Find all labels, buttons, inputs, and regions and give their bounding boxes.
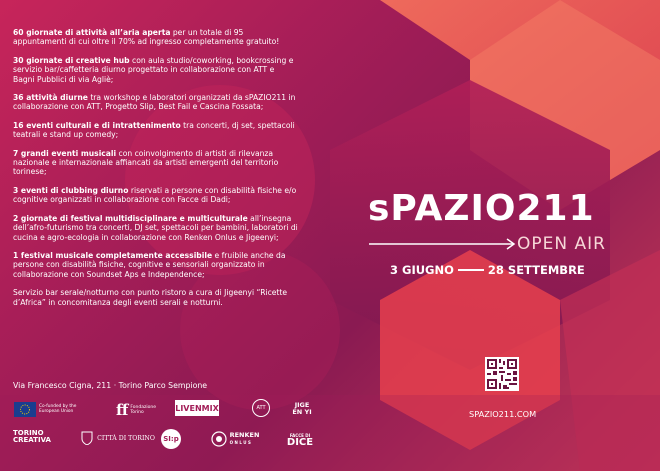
qr-code-icon <box>485 357 519 391</box>
fondazione-logo: ff Fondazione Torino <box>116 401 156 419</box>
eu-flag-icon <box>14 402 36 417</box>
website-link[interactable]: SPAZIO211.COM <box>469 409 537 419</box>
activity-item: 60 giornate di attività all’aria aperta per un totale di 95 appuntamenti di cui oltre il 70% ad ingresso completamente gratuito! <box>13 28 280 47</box>
livenmix-logo: LIVENMIX <box>175 400 219 416</box>
crest-icon <box>81 431 93 445</box>
slip-logo: SI:p <box>161 429 181 449</box>
date-separator <box>458 269 484 271</box>
arrow-right-icon <box>369 238 521 250</box>
activities-list <box>13 28 298 316</box>
torino-creativa-logo: TORINO CREATIVA <box>13 428 51 444</box>
activity-item: Servizio bar serale/notturno con punto ristoro a cura di Jigeenyi “Ricette d’Africa” in concomitanza degli eventi serali e notturni. <box>13 288 288 307</box>
event-dates <box>390 263 585 277</box>
activity-item: 1 festival musicale completamente accessibile e fruibile anche da persone con disabilità fisiche, cognitive e sensoriali organizzato in collaborazione con Soundset Aps e Independence; <box>13 250 286 279</box>
eu-logo: Co-funded by the European Union <box>14 401 100 417</box>
renken-emblem-icon <box>211 431 227 447</box>
date-start: 3 GIUGNO <box>390 263 454 277</box>
att-logo: ATT <box>252 399 270 417</box>
event-title: sPAZIO211 <box>368 188 595 229</box>
citta-di-torino-logo: CITTÀ DI TORINO <box>76 430 160 446</box>
activity-item: 2 giornate di festival multidisciplinare e multiculturale all’insegna dell’afro-futurismo tra concerti, DJ set, spettacoli per bambini, laboratori di cucina e agro-ecologia in collaborazione con Renken Onlus e Jigeenyi; <box>13 213 298 242</box>
activity-item: 36 attività diurne tra workshop e laboratori organizzati da sPAZIO211 in collaborazione con ATT, Progetto Slip, Best Fail e Cascina Fossata; <box>13 93 296 112</box>
jigeenyi-logo: JIGE EN YI <box>292 401 312 416</box>
activity-item: 30 giornate di creative hub con aula studio/coworking, bookcrossing e servizio bar/caffetteria diurno progettato in collaborazione con ATT e Bagni Pubblici di via Agliè; <box>13 55 294 84</box>
address: Via Francesco Cigna, 211 · Torino Parco Sempione <box>13 381 208 390</box>
activity-item: 3 eventi di clubbing diurno riservati a persone con disabilità fisiche e/o cognitive organizzati in collaborazione con Facce di Dadi; <box>13 185 297 205</box>
event-subtitle: OPEN AIR <box>517 234 606 254</box>
renken-logo: RENKEN ONLUS <box>201 430 269 448</box>
date-end: 28 SETTEMBRE <box>487 263 585 277</box>
facce-di-dice-logo: FACCE DI DICE <box>286 432 314 448</box>
activity-item: 16 eventi culturali e di intrattenimento tra concerti, dj set, spettacoli teatrali e stand up comedy; <box>13 120 295 140</box>
activity-item: 7 grandi eventi musicali con coinvolgimento di artisti di rilevanza nazionale e internazionale affiancati da artisti emergenti del territorio torinese; <box>13 148 279 177</box>
